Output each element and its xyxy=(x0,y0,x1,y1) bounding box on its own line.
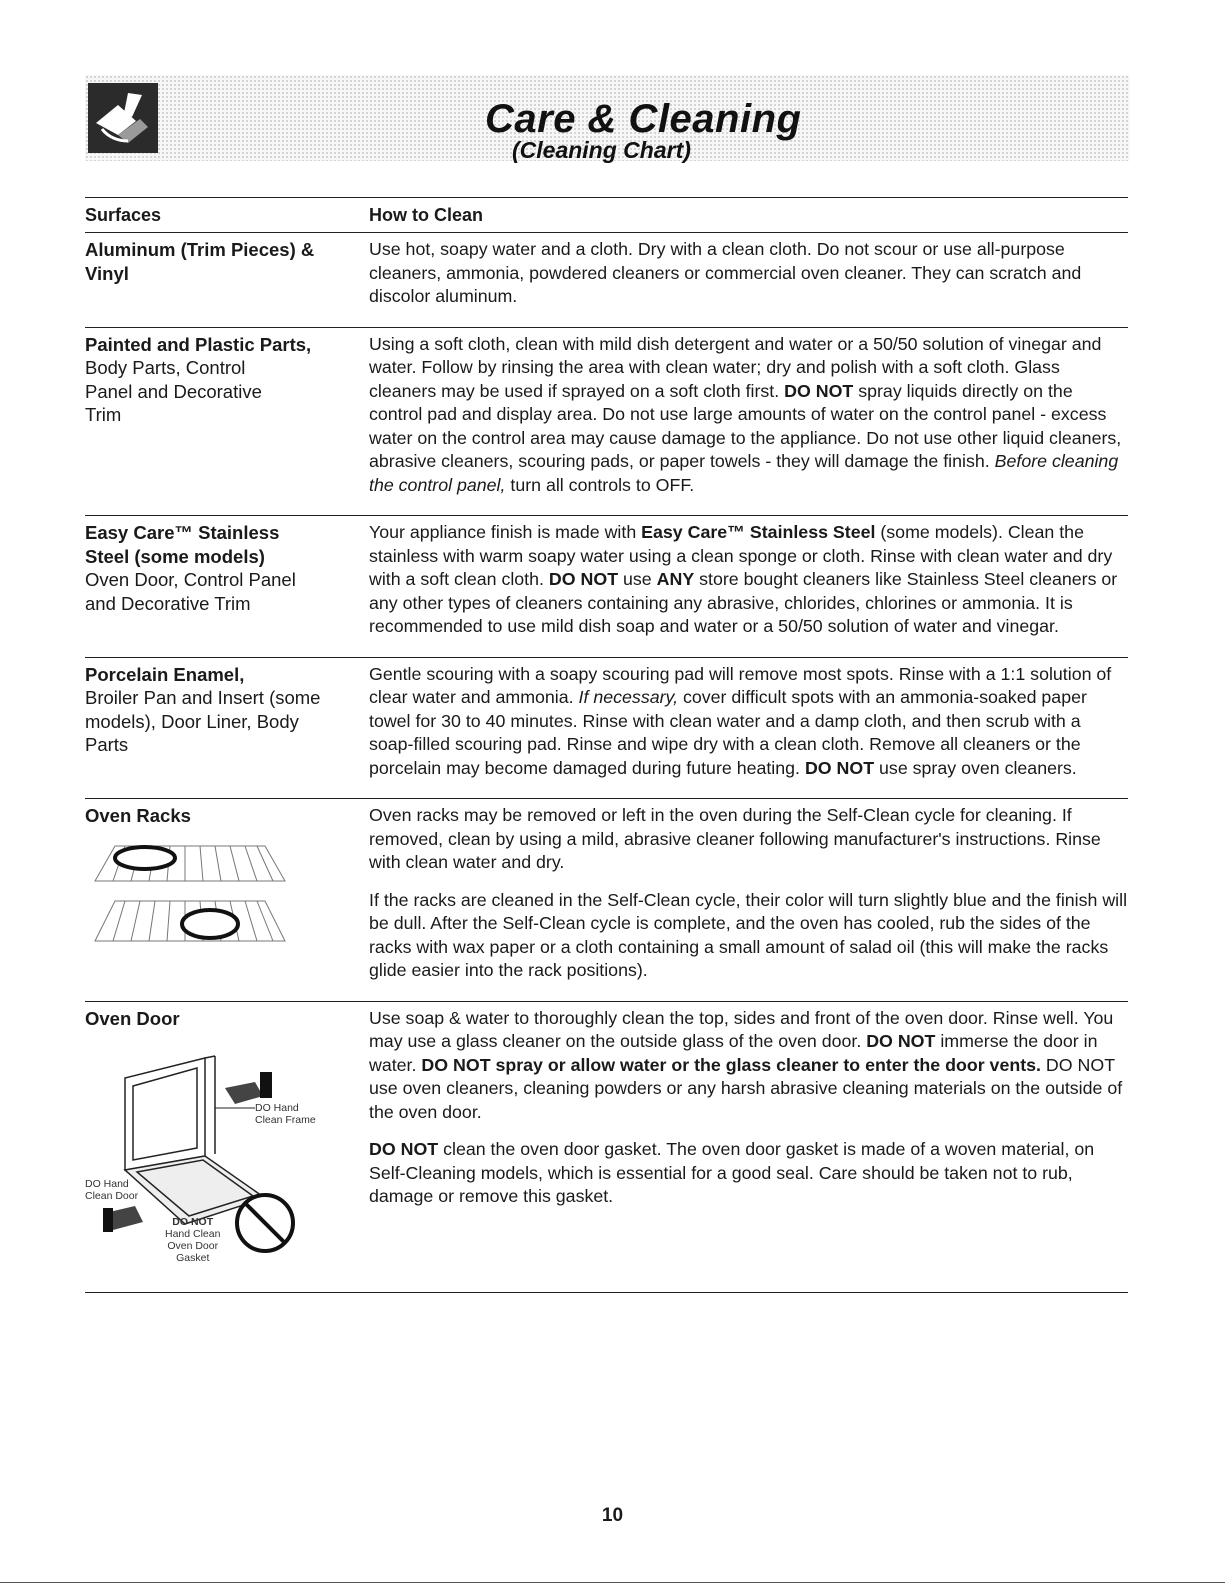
page-number: 10 xyxy=(601,1505,624,1526)
warning-text: DO NOT xyxy=(784,380,854,401)
chart-row-porcelain xyxy=(85,657,1128,799)
cleaning-instructions xyxy=(369,1007,1128,1125)
figure-label-clean-door xyxy=(85,1178,138,1202)
footer-rule xyxy=(0,1582,1225,1583)
surface-title: Oven Door xyxy=(85,1007,180,1029)
chart-row-aluminum xyxy=(85,232,1128,327)
surface-title: Aluminum (Trim Pieces) & Vinyl xyxy=(85,239,315,284)
text: cover difficult spots with an ammonia-soaked paper towel for 30 to 40 minutes. Rinse with clean water and a damp cloth, and then scrub with a soap-filled scouring pad. Rinse and wipe dry with a clean cloth. Remove all cleaners or the porcelain may become damaged during future heating. xyxy=(369,687,1087,778)
surface-subtitle: Oven Door, Control Panel and Decorative Trim xyxy=(85,569,296,614)
column-header-how-to-clean: How to Clean xyxy=(369,204,484,225)
text: Your appliance finish is made with xyxy=(369,522,637,542)
surface-title: Porcelain Enamel, xyxy=(85,663,245,685)
text: store bought cleaners like Stainless Steel cleaners or any other types of cleaners containing any abrasive, chlorides, chlorines or ammonia. It is recommended to use mild dish soap and water or a 50/50 solution of water and vinegar. xyxy=(369,569,1118,636)
surface-title: Easy Care™ Stainless Steel (some models) xyxy=(85,522,280,567)
page-subtitle: (Cleaning Chart) xyxy=(512,137,691,163)
warning-text: ANY xyxy=(656,569,695,589)
brand-text: Easy Care™ Stainless Steel xyxy=(641,522,876,542)
warning-text: DO NOT xyxy=(804,757,875,778)
divider xyxy=(85,1292,1128,1293)
label-line: Clean Door xyxy=(85,1190,139,1202)
text: DO NOT use oven cleaners, cleaning powders or any harsh abrasive cleaning materials on the outside of the oven door. xyxy=(369,1054,1123,1122)
warning-text: DO NOT xyxy=(369,1139,439,1159)
oven-racks-illustration xyxy=(85,836,369,961)
surface-title: Oven Racks xyxy=(85,805,191,826)
cleaning-instructions: If the racks are cleaned in the Self-Clean cycle, their color will turn slightly blue and the finish will be dull. After the Self-Clean cycle is complete, and the oven has cooled, rub the sides of the racks with wax paper or a cloth containing a small amount of salad oil (this will make the racks glide easier into the rack positions). xyxy=(369,889,1128,980)
cleaning-instructions: Use hot, soapy water and a cloth. Dry with a clean cloth. Do not scour or use all-purpose cleaners, ammonia, powdered cleaners or commercial oven cleaner. They can scratch and discolor aluminum. xyxy=(369,239,1082,306)
emphasis-text: If necessary, xyxy=(578,687,679,707)
figure-label-clean-frame xyxy=(255,1102,316,1126)
text: clean the oven door gasket. The oven door gasket is made of a woven material, on Self-Cleaning models, which is essential for a good seal. Care should be taken not to rub, damage or remove this gasket. xyxy=(369,1139,1095,1206)
chart-row-painted xyxy=(85,327,1128,516)
text: Use soap & water to thoroughly clean the top, sides and front of the oven door. Rinse well. You may use a glass cleaner on the outside glass of the oven door. xyxy=(369,1007,1114,1051)
label-line: Gasket xyxy=(176,1252,210,1264)
chart-row-oven-racks xyxy=(85,798,1128,1001)
label-line: DO Hand xyxy=(85,1178,129,1190)
label-line: DO Hand xyxy=(255,1102,299,1114)
cleaning-chart xyxy=(85,197,1128,1293)
figure-label-gasket xyxy=(165,1216,220,1264)
warning-text: DO NOT xyxy=(866,1031,936,1051)
page-header xyxy=(85,75,1130,161)
column-headers xyxy=(85,198,1128,232)
label-line: Clean Frame xyxy=(255,1114,316,1126)
warning-text: DO NOT spray or allow water or the glass cleaner to enter the door vents. xyxy=(421,1054,1041,1075)
text: (some models). Clean the stainless with warm soapy water using a clean sponge or cloth. Rinse with clean water and dry with a soft clean cloth. xyxy=(369,522,1113,589)
cleaning-hand-icon xyxy=(88,83,158,153)
cleaning-instructions: Oven racks may be removed or left in the oven during the Self-Clean cycle for cleaning. If removed, clean by using a mild, abrasive cleaner following manufacturer's instructions. Rinse with clean water and dry. xyxy=(369,805,1101,872)
warning-text: DO NOT xyxy=(548,569,619,589)
surface-title: Painted and Plastic Parts, xyxy=(85,333,312,355)
oven-door-illustration xyxy=(85,1038,335,1270)
label-line: DO NOT xyxy=(172,1216,214,1228)
chart-row-stainless xyxy=(85,515,1128,657)
page-title: Care & Cleaning xyxy=(485,97,802,141)
text: Gentle scouring with a soapy scouring pad will remove most spots. Rinse with a 1:1 solution of clear water and ammonia. xyxy=(369,663,1112,707)
label-line: Oven Door xyxy=(167,1240,219,1252)
chart-row-oven-door xyxy=(85,1001,1128,1293)
label-line: Hand Clean xyxy=(165,1228,221,1240)
cleaning-instructions xyxy=(369,521,1128,639)
emphasis-text: Before cleaning the control panel, xyxy=(369,451,1119,495)
surface-subtitle: Body Parts, Control Panel and Decorative Trim xyxy=(85,357,262,425)
text: spray liquids directly on the control pad and display area. Do not use large amounts of water on the control panel - excess water on the control area may cause damage to the appliance. Do not use other liquid cleaners, abrasive cleaners, scouring pads, or paper towels - they will damage the finish. xyxy=(369,380,1122,471)
cleaning-instructions xyxy=(369,333,1128,498)
text: turn all controls to OFF. xyxy=(510,474,695,495)
text: use xyxy=(623,569,652,589)
text: use spray oven cleaners. xyxy=(879,757,1077,778)
cleaning-instructions xyxy=(369,1138,1128,1209)
column-header-surfaces: Surfaces xyxy=(85,204,162,225)
cleaning-instructions xyxy=(369,663,1128,781)
text: Using a soft cloth, clean with mild dish detergent and water or a 50/50 solution of vinegar and water. Follow by rinsing the area with clean water; dry and polish with a soft cloth. Glass cleaners may be used if sprayed on a soft cloth first. xyxy=(369,333,1102,401)
surface-subtitle: Broiler Pan and Insert (some models), Door Liner, Body Parts xyxy=(85,687,321,755)
text: immerse the door in water. xyxy=(369,1031,1098,1075)
